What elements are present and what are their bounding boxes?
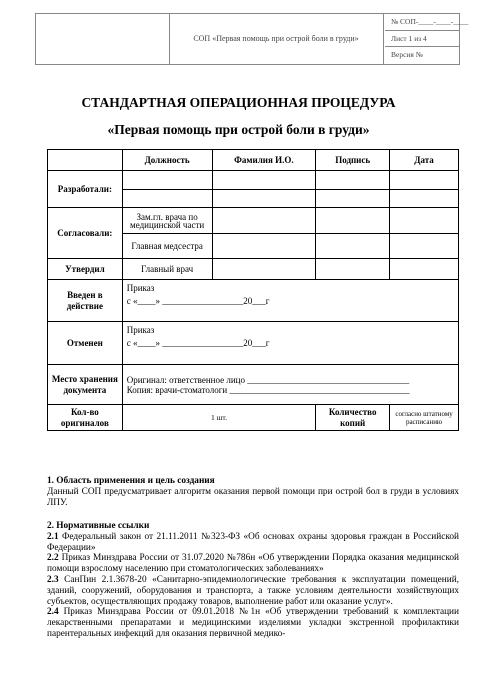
storage-details: Оригинал: ответственное лицо ____________________________________ Копия: врачи-стоматологи ________________________________________ xyxy=(122,365,458,405)
row-cancelled: Отменен xyxy=(48,322,123,365)
ref-2-3: 2.3 СанПин 2.1.3678-20 «Санитарно-эпидемиологические требования к эксплуатации помещений, зданий, сооружений, оборудования и транспорта, а также условиям деятельности хозяйствующих субъектов, осуществляющих продажу товаров, выполнение работ или оказание услуг». xyxy=(47,574,460,607)
ref-2-2: 2.2 Приказ Минздрава России от 31.07.2020 №786н «Об утверждении Порядка оказания медицинской помощи взрослому населению при стоматологических заболеваниях» xyxy=(47,553,459,575)
section-1 xyxy=(47,476,459,508)
row-introduced: Введен в действие xyxy=(48,280,123,322)
col-name: Фамилия И.О. xyxy=(212,150,316,171)
row-developed: Разработали: xyxy=(48,171,123,208)
section-2 xyxy=(47,521,459,640)
approved-position: Главный врач xyxy=(122,259,212,280)
copies-count-label: Количество копий xyxy=(316,405,390,431)
header-logo-cell xyxy=(36,14,170,64)
header-version: Версия № xyxy=(391,50,423,59)
agreed-position-2: Главная медсестра xyxy=(122,234,212,259)
col-position: Должность xyxy=(122,150,212,171)
agreed-position-1: Зам.гл. врача по медицинской части xyxy=(122,208,212,234)
document-subtitle: «Первая помощь при острой боли в груди» xyxy=(107,122,370,137)
section-1-text: Данный СОП предусматривает алгоритм оказания первой помощи при острой бол в груди в условиях ЛПУ. xyxy=(47,486,459,508)
section-2-heading: 2. Нормативные ссылки xyxy=(47,521,150,531)
cancelled-order: Приказ с «____» __________________20___г xyxy=(122,322,458,365)
introduced-order: Приказ с «____» __________________20___г xyxy=(122,280,458,322)
ref-2-1: 2.1 Федеральный закон от 21.11.2011 №323-ФЗ «Об основах охраны здоровья граждан в Российской Федерации» xyxy=(47,531,459,553)
document-title: СТАНДАРТНАЯ ОПЕРАЦИОННАЯ ПРОЦЕДУРА xyxy=(81,95,396,110)
table-corner xyxy=(48,150,123,171)
col-date: Дата xyxy=(390,150,459,171)
header-meta xyxy=(385,14,469,64)
row-approved: Утвердил xyxy=(48,259,123,280)
copies-count: согласно штатному расписанию xyxy=(390,405,459,431)
document-header xyxy=(35,13,469,65)
header-sop-title: СОП «Первая помощь при острой боли в груди» xyxy=(169,14,384,64)
row-agreed: Согласовали: xyxy=(48,208,123,259)
row-originals-count: Кол-во оригиналов xyxy=(48,405,123,431)
row-storage: Место хранения документа xyxy=(48,365,123,405)
approval-table xyxy=(47,149,459,431)
originals-count: 1 шт. xyxy=(122,405,316,431)
ref-2-4: 2.4 Приказ Минздрава России от 09.01.2018 №1н «Об утверждении требований к комплектации лекарственными препаратами и медицинскими изделиями укладки экстренной профилактики парентеральных инфекций для оказания первичной медико- xyxy=(47,607,459,639)
header-sheet: Лист 1 из 4 xyxy=(385,31,460,48)
col-signature: Подпись xyxy=(316,150,390,171)
header-sop-number: № СОП-____-____-____ xyxy=(385,14,460,31)
section-1-heading: 1. Область применения и цель создания xyxy=(47,476,215,486)
